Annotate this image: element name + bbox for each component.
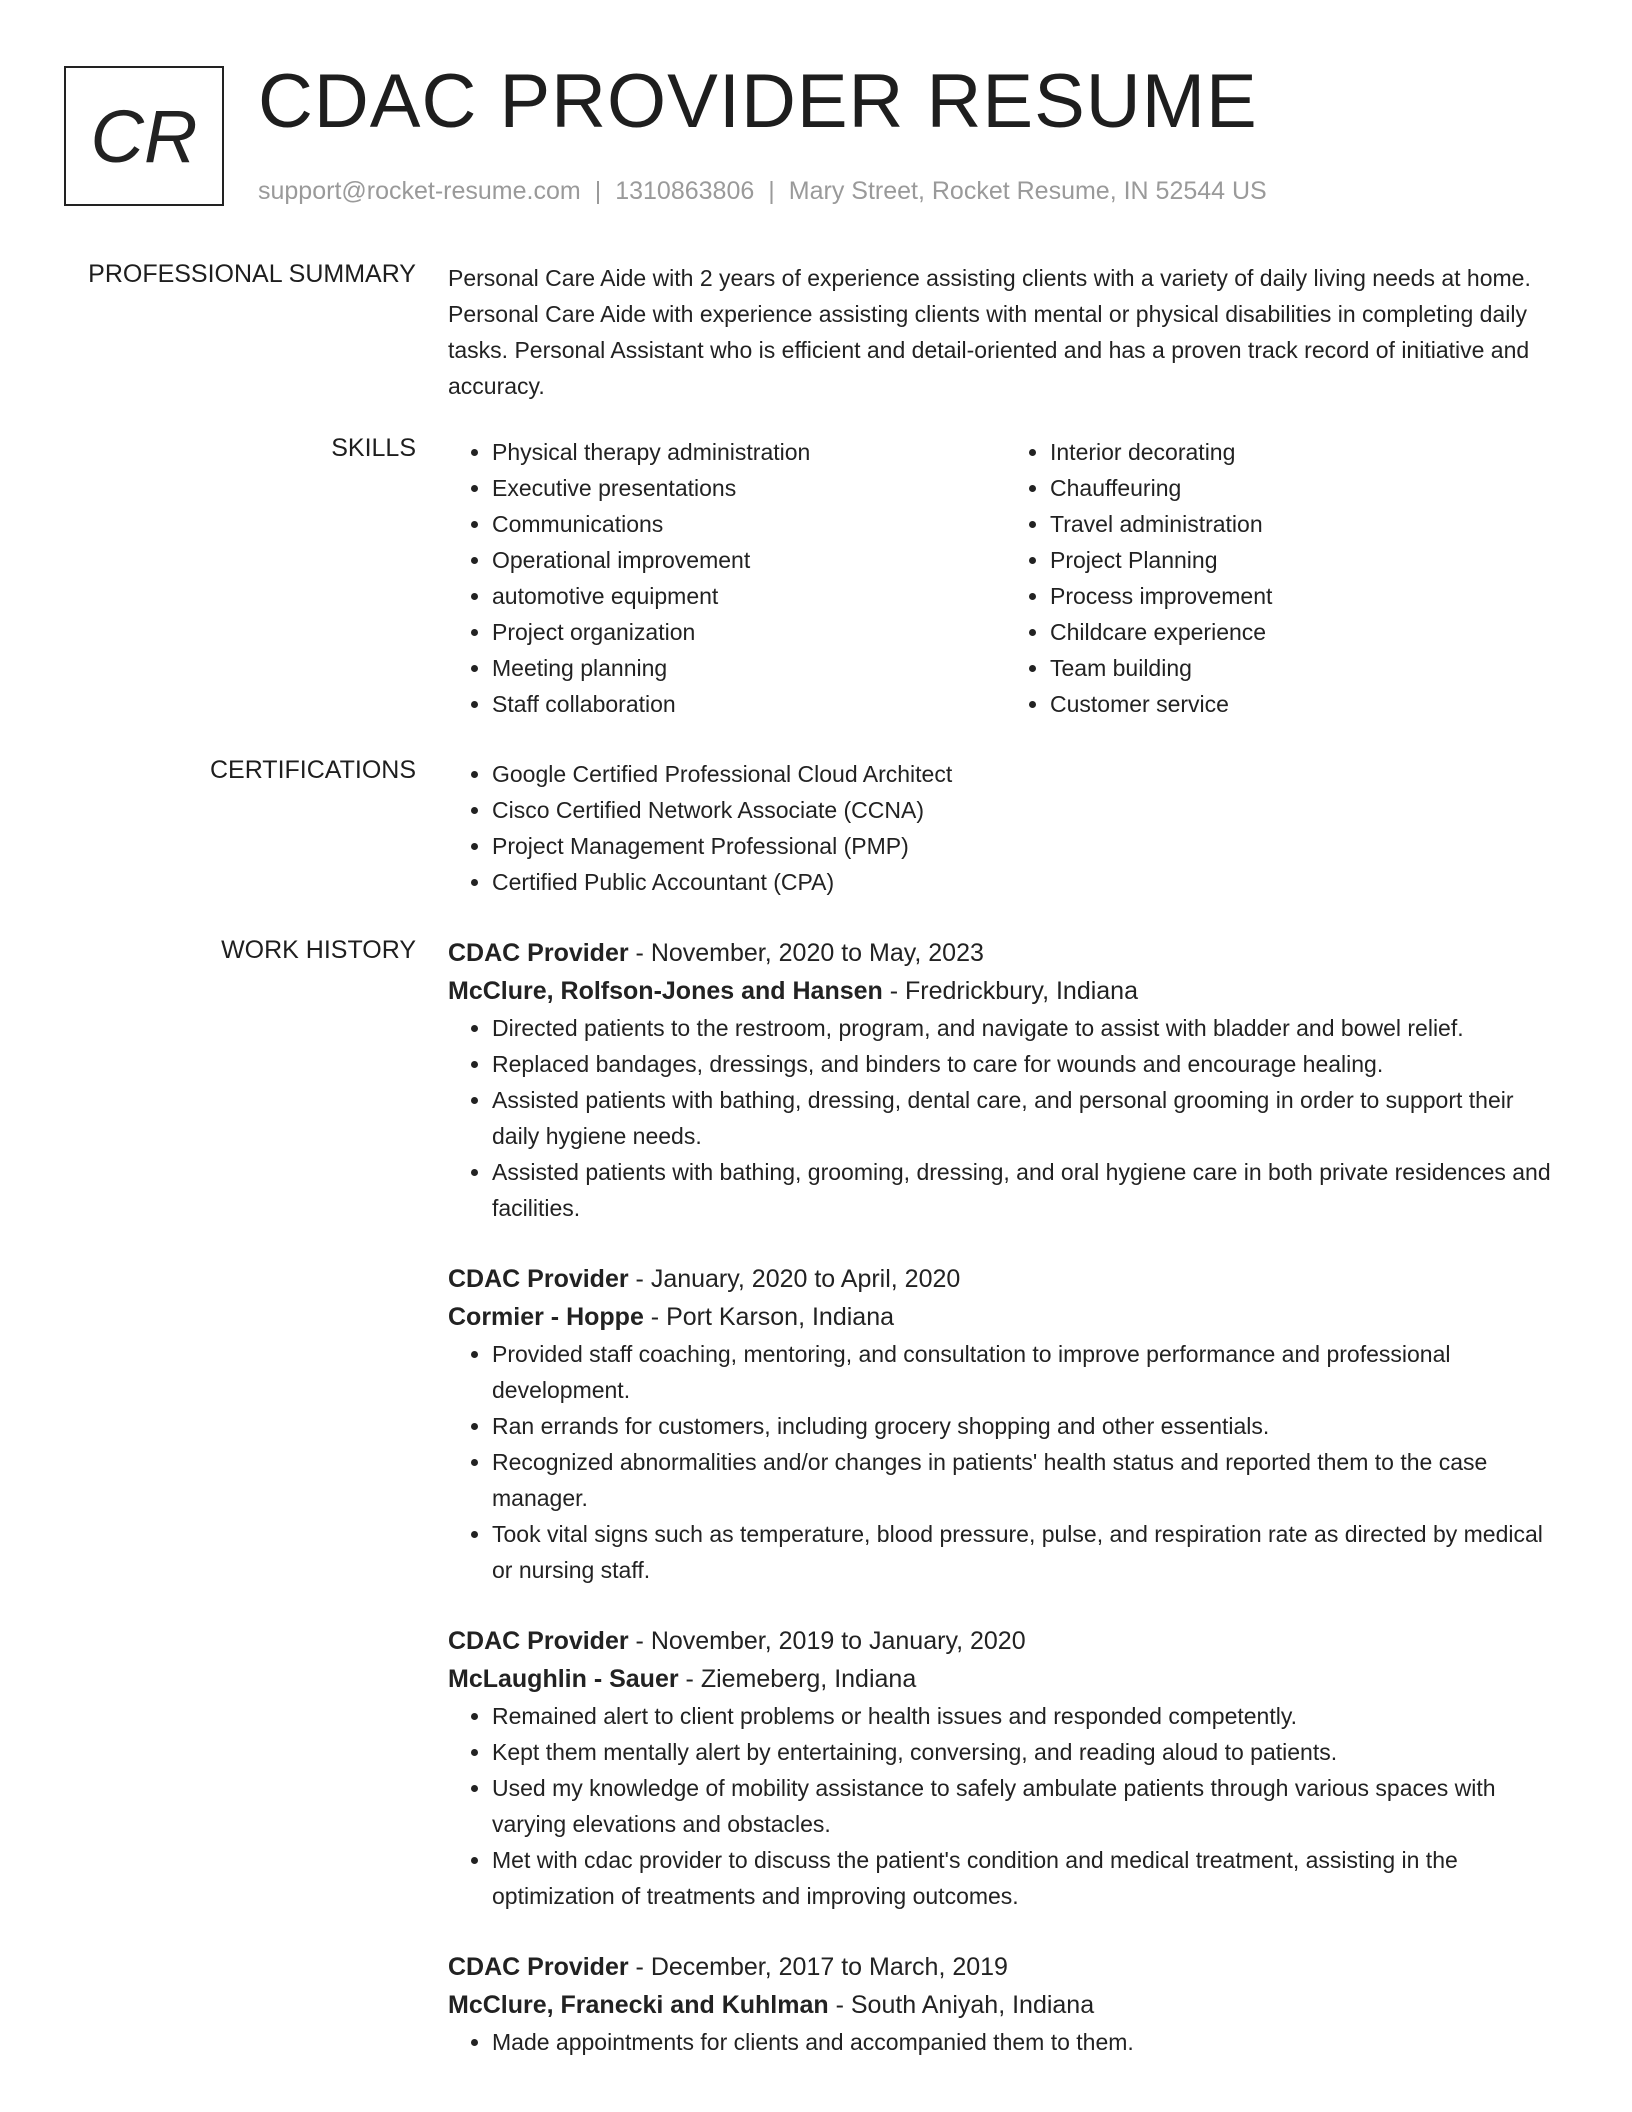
- skill-item: • automotive equipment: [492, 578, 1006, 614]
- job-entry: [448, 1260, 1564, 1588]
- job-entry: [448, 934, 1564, 1226]
- skill-item: • Project organization: [492, 614, 1006, 650]
- job-dash: -: [643, 1303, 667, 1331]
- job-entry: [448, 1948, 1564, 2060]
- job-duty-item: • Replaced bandages, dressings, and binders to care for wounds and encourage healing.: [492, 1046, 1564, 1082]
- monogram-badge: [64, 66, 224, 206]
- contact-address: Mary Street, Rocket Resume, IN 52544 US: [788, 177, 1267, 205]
- skill-item: • Team building: [1050, 650, 1564, 686]
- skill-item: • Interior decorating: [1050, 434, 1564, 470]
- job-company-line: [448, 972, 1564, 1010]
- contact-separator: |: [594, 177, 602, 205]
- skill-item: • Operational improvement: [492, 542, 1006, 578]
- certifications-list: [448, 756, 1564, 900]
- job-duties-list: [448, 1010, 1564, 1226]
- job-duty-item: • Remained alert to client problems or health issues and responded competently.: [492, 1698, 1564, 1734]
- job-duty-item: • Assisted patients with bathing, grooming, dressing, and oral hygiene care in both private residences and facilities.: [492, 1154, 1564, 1226]
- job-duty-item: • Took vital signs such as temperature, blood pressure, pulse, and respiration rate as directed by medical or nursing staff.: [492, 1516, 1564, 1588]
- skills-list-right: [1006, 434, 1564, 722]
- job-dash: -: [628, 1265, 651, 1293]
- job-dates: November, 2019 to January, 2020: [650, 1627, 1026, 1655]
- certification-item: • Certified Public Accountant (CPA): [492, 864, 1564, 900]
- job-title-line: [448, 934, 1564, 972]
- job-duty-item: • Directed patients to the restroom, program, and navigate to assist with bladder and bowel relief.: [492, 1010, 1564, 1046]
- job-title: CDAC Provider: [448, 1265, 629, 1293]
- job-company: McLaughlin - Sauer: [448, 1665, 679, 1693]
- job-dash: -: [678, 1665, 701, 1693]
- job-company-line: [448, 1298, 1564, 1336]
- contact-separator: |: [768, 177, 775, 205]
- job-dash: -: [628, 1627, 651, 1655]
- skill-item: • Process improvement: [1050, 578, 1564, 614]
- job-dates: November, 2020 to May, 2023: [650, 939, 984, 967]
- skill-item: • Staff collaboration: [492, 686, 1006, 722]
- job-entry: [448, 1622, 1564, 1914]
- resume-title: CDAC PROVIDER RESUME: [258, 59, 1258, 144]
- job-duties-list: [448, 1336, 1564, 1588]
- job-duty-item: • Made appointments for clients and accompanied them to them.: [492, 2024, 1564, 2060]
- skill-item: • Executive presentations: [492, 470, 1006, 506]
- job-duty-item: • Used my knowledge of mobility assistance to safely ambulate patients through various spaces with varying elevations and obstacles.: [492, 1770, 1564, 1842]
- skills-list-left: [448, 434, 1006, 722]
- job-title: CDAC Provider: [448, 1953, 629, 1981]
- job-duty-item: • Met with cdac provider to discuss the patient's condition and medical treatment, assisting in the optimization of treatments and improving outcomes.: [492, 1842, 1564, 1914]
- job-dash: -: [628, 1953, 651, 1981]
- contact-phone: 1310863806: [615, 177, 755, 205]
- work-history-list: [448, 934, 1564, 2094]
- job-duty-item: • Recognized abnormalities and/or changes in patients' health status and reported them to the case manager.: [492, 1444, 1564, 1516]
- job-title: CDAC Provider: [448, 939, 629, 967]
- job-duties-list: [448, 2024, 1564, 2060]
- summary-text: Personal Care Aide with 2 years of experience assisting clients with a variety of daily living needs at home. Personal Care Aide with experience assisting clients with mental or physical disabilities in completing daily tasks. Personal Assistant who is efficient and detail-oriented and has a proven track record of initiative and accuracy.: [448, 265, 1531, 399]
- skill-item: • Project Planning: [1050, 542, 1564, 578]
- monogram-text: CR: [90, 94, 198, 178]
- skill-item: • Physical therapy administration: [492, 434, 1006, 470]
- job-company: McClure, Rolfson-Jones and Hansen: [448, 977, 883, 1005]
- section-label-skills: SKILLS: [331, 434, 416, 462]
- job-location: South Aniyah, Indiana: [850, 1991, 1095, 2019]
- contact-line: [258, 174, 1267, 208]
- job-dash: -: [828, 1991, 851, 2019]
- job-company: McClure, Franecki and Kuhlman: [448, 1991, 829, 2019]
- skill-item: • Customer service: [1050, 686, 1564, 722]
- job-location: Port Karson, Indiana: [666, 1303, 894, 1331]
- skill-item: • Meeting planning: [492, 650, 1006, 686]
- job-company-line: [448, 1986, 1564, 2024]
- skill-item: • Childcare experience: [1050, 614, 1564, 650]
- section-label-certifications: CERTIFICATIONS: [209, 756, 416, 784]
- job-duty-item: • Assisted patients with bathing, dressing, dental care, and personal grooming in order to support their daily hygiene needs.: [492, 1082, 1564, 1154]
- job-duty-item: • Kept them mentally alert by entertaining, conversing, and reading aloud to patients.: [492, 1734, 1564, 1770]
- job-title-line: [448, 1260, 1564, 1298]
- section-label-work-history: WORK HISTORY: [221, 936, 416, 964]
- skill-item: • Travel administration: [1050, 506, 1564, 542]
- job-duty-item: • Ran errands for customers, including grocery shopping and other essentials.: [492, 1408, 1564, 1444]
- job-location: Ziemeberg, Indiana: [700, 1665, 917, 1693]
- contact-email: support@rocket-resume.com: [258, 177, 581, 205]
- job-company-line: [448, 1660, 1564, 1698]
- section-label-summary: PROFESSIONAL SUMMARY: [88, 260, 416, 288]
- skill-item: • Chauffeuring: [1050, 470, 1564, 506]
- job-title-line: [448, 1622, 1564, 1660]
- job-company: Cormier - Hoppe: [448, 1303, 644, 1331]
- job-dash: -: [628, 939, 651, 967]
- certification-item: • Cisco Certified Network Associate (CCNA): [492, 792, 1564, 828]
- job-dates: January, 2020 to April, 2020: [650, 1265, 961, 1293]
- job-duty-item: • Provided staff coaching, mentoring, and consultation to improve performance and professional development.: [492, 1336, 1564, 1408]
- job-title-line: [448, 1948, 1564, 1986]
- job-title: CDAC Provider: [448, 1627, 629, 1655]
- certification-item: • Google Certified Professional Cloud Architect: [492, 756, 1564, 792]
- job-location: Fredrickbury, Indiana: [905, 977, 1138, 1005]
- skill-item: • Communications: [492, 506, 1006, 542]
- job-dash: -: [882, 977, 906, 1005]
- certification-item: • Project Management Professional (PMP): [492, 828, 1564, 864]
- job-duties-list: [448, 1698, 1564, 1914]
- job-dates: December, 2017 to March, 2019: [650, 1953, 1008, 1981]
